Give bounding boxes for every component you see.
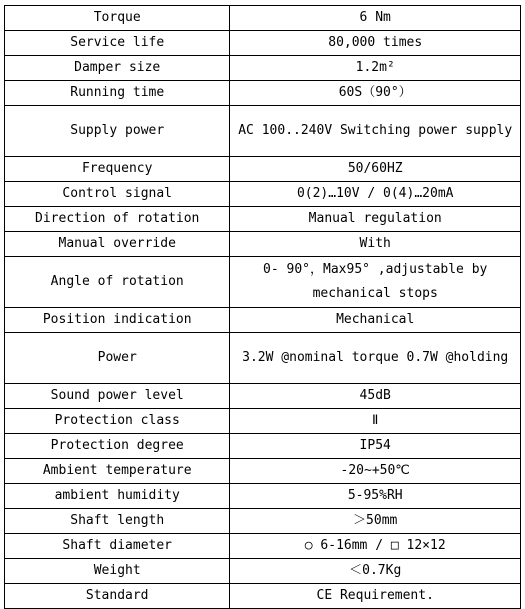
param-cell-shaft-length: Shaft length bbox=[5, 509, 230, 534]
table-row-service-life bbox=[5, 31, 521, 56]
param-cell-manual-override: Manual override bbox=[5, 232, 230, 257]
value-cell-sound-power-level: 45dB bbox=[230, 384, 521, 409]
table-row-frequency bbox=[5, 157, 521, 182]
value-cell-position-indication: Mechanical bbox=[230, 308, 521, 333]
param-cell-weight: Weight bbox=[5, 559, 230, 584]
table-row-angle-of-rotation bbox=[5, 257, 521, 308]
param-cell-direction-of-rotation: Direction of rotation bbox=[5, 207, 230, 232]
param-cell-power: Power bbox=[5, 333, 230, 384]
value-cell-weight: ＜0.7Kg bbox=[230, 559, 521, 584]
spec-table bbox=[4, 5, 521, 609]
param-cell-angle-of-rotation: Angle of rotation bbox=[5, 257, 230, 308]
table-row-torque bbox=[5, 6, 521, 31]
table-row-protection-class bbox=[5, 409, 521, 434]
table-row-shaft-length bbox=[5, 509, 521, 534]
param-cell-protection-degree: Protection degree bbox=[5, 434, 230, 459]
value-cell-torque: 6 Nm bbox=[230, 6, 521, 31]
value-cell-running-time: 60S（90°） bbox=[230, 81, 521, 106]
param-cell-running-time: Running time bbox=[5, 81, 230, 106]
table-row-ambient-humidity bbox=[5, 484, 521, 509]
param-cell-service-life: Service life bbox=[5, 31, 230, 56]
value-cell-ambient-humidity: 5-95%RH bbox=[230, 484, 521, 509]
param-cell-position-indication: Position indication bbox=[5, 308, 230, 333]
spec-table-body bbox=[5, 6, 521, 609]
param-cell-sound-power-level: Sound power level bbox=[5, 384, 230, 409]
table-row-sound-power-level bbox=[5, 384, 521, 409]
table-row-damper-size bbox=[5, 56, 521, 81]
param-cell-frequency: Frequency bbox=[5, 157, 230, 182]
param-cell-standard: Standard bbox=[5, 584, 230, 609]
value-cell-shaft-diameter: ○ 6-16mm / □ 12×12 bbox=[230, 534, 521, 559]
table-row-control-signal bbox=[5, 182, 521, 207]
param-cell-supply-power: Supply power bbox=[5, 106, 230, 157]
table-row-shaft-diameter bbox=[5, 534, 521, 559]
table-row-running-time bbox=[5, 81, 521, 106]
value-cell-power: 3.2W @nominal torque 0.7W @holding bbox=[230, 333, 521, 384]
value-cell-shaft-length: ＞50mm bbox=[230, 509, 521, 534]
value-cell-supply-power: AC 100..240V Switching power supply bbox=[230, 106, 521, 157]
table-row-supply-power bbox=[5, 106, 521, 157]
param-cell-damper-size: Damper size bbox=[5, 56, 230, 81]
value-cell-manual-override: With bbox=[230, 232, 521, 257]
table-row-direction-of-rotation bbox=[5, 207, 521, 232]
value-cell-protection-class: Ⅱ bbox=[230, 409, 521, 434]
param-cell-ambient-temperature: Ambient temperature bbox=[5, 459, 230, 484]
table-row-protection-degree bbox=[5, 434, 521, 459]
value-cell-service-life: 80,000 times bbox=[230, 31, 521, 56]
table-row-ambient-temperature bbox=[5, 459, 521, 484]
value-cell-frequency: 50/60HZ bbox=[230, 157, 521, 182]
param-cell-torque: Torque bbox=[5, 6, 230, 31]
value-cell-protection-degree: IP54 bbox=[230, 434, 521, 459]
param-cell-shaft-diameter: Shaft diameter bbox=[5, 534, 230, 559]
param-cell-protection-class: Protection class bbox=[5, 409, 230, 434]
param-cell-control-signal: Control signal bbox=[5, 182, 230, 207]
value-cell-direction-of-rotation: Manual regulation bbox=[230, 207, 521, 232]
table-row-power bbox=[5, 333, 521, 384]
param-cell-ambient-humidity: ambient humidity bbox=[5, 484, 230, 509]
table-row-weight bbox=[5, 559, 521, 584]
value-cell-control-signal: 0(2)…10V / 0(4)…20mA bbox=[230, 182, 521, 207]
value-cell-damper-size: 1.2m² bbox=[230, 56, 521, 81]
value-cell-angle-of-rotation: 0- 90°，Max95° ,adjustable by mechanical stops bbox=[230, 257, 521, 308]
value-cell-ambient-temperature: -20~+50℃ bbox=[230, 459, 521, 484]
table-row-position-indication bbox=[5, 308, 521, 333]
value-cell-standard: CE Requirement. bbox=[230, 584, 521, 609]
table-row-manual-override bbox=[5, 232, 521, 257]
